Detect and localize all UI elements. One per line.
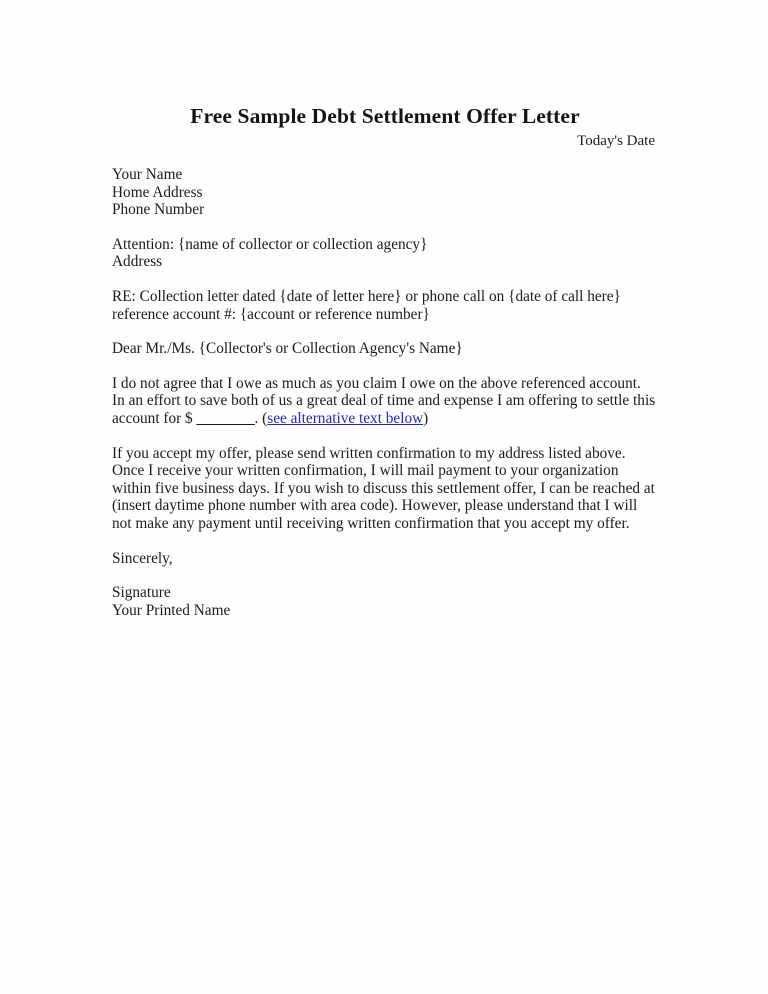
recipient-address: Address (112, 253, 163, 271)
recipient-attention: Attention: {name of collector or collection agency} (112, 235, 428, 253)
reference-line-2: reference account #: {account or reference number} (112, 305, 430, 323)
amount-blank: ________ (196, 409, 255, 427)
reference-line-1: RE: Collection letter dated {date of letter here} or phone call on {date of call here} (112, 287, 621, 305)
paragraph-one (112, 375, 657, 428)
closing (112, 550, 657, 568)
alternative-text-link[interactable]: see alternative text below (267, 409, 424, 427)
signature-block (112, 584, 657, 619)
paragraph-one-after-blank: . ( (254, 409, 268, 427)
salutation (112, 340, 657, 358)
signature-label: Signature (112, 584, 171, 602)
salutation-text: Dear Mr./Ms. {Collector's or Collection Agency's Name} (112, 340, 463, 358)
paragraph-one-lead: I do not agree that I owe as much as you claim I owe on the above referenced account. In an effort to save both of us a great deal of time and expense I am offering to settle this account for $ (112, 374, 656, 427)
page-title: Free Sample Debt Settlement Offer Letter (190, 104, 580, 129)
letter-body (112, 166, 657, 619)
sender-address: Home Address (112, 183, 203, 201)
reference-block (112, 288, 657, 323)
printed-name-label: Your Printed Name (112, 601, 231, 619)
closing-text: Sincerely, (112, 549, 173, 567)
sender-name: Your Name (112, 166, 183, 183)
recipient-address-block (112, 236, 657, 271)
paragraph-two: If you accept my offer, please send written confirmation to my address listed above. Once I receive your written confirmation, I will mail payment to your organization within five business days. If you wish to discuss this settlement offer, I can be reached at (insert daytime phone number with area code). However, please understand that I will not make any payment until receiving written confirmation that you accept my offer. (112, 444, 655, 532)
sender-phone: Phone Number (112, 201, 205, 219)
sender-address-block (112, 166, 657, 219)
date-line: Today's Date (577, 133, 655, 149)
paragraph-one-tail: ) (423, 409, 429, 427)
